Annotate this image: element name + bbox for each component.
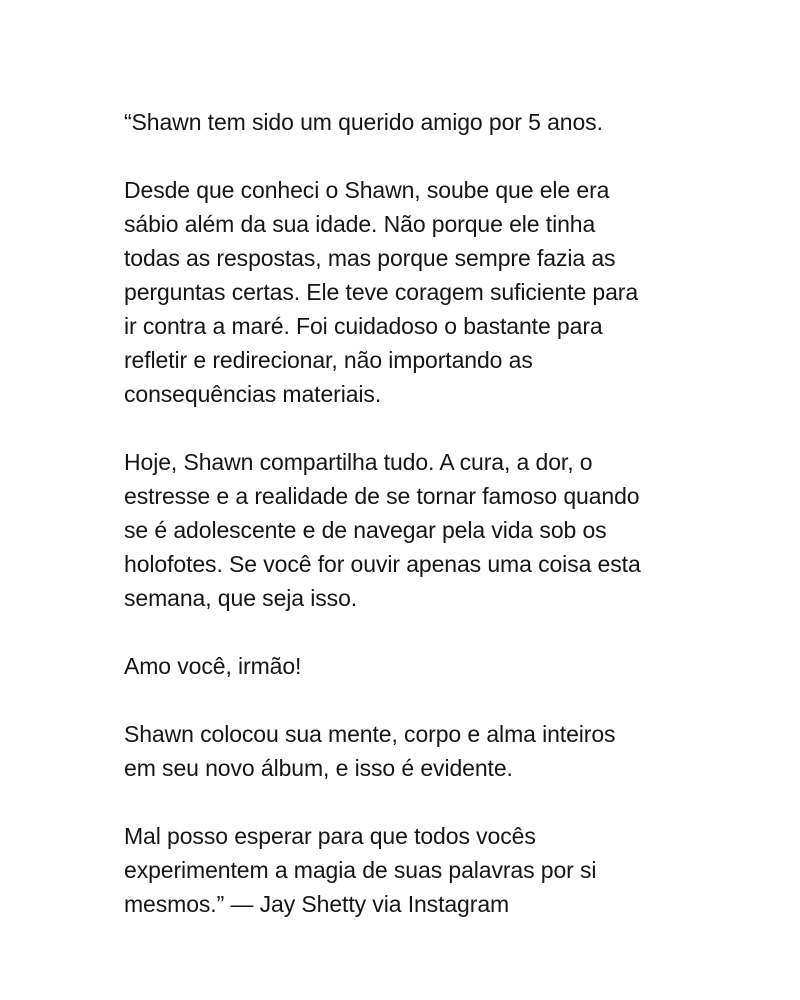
paragraph-intro: “Shawn tem sido um querido amigo por 5 anos.: [124, 109, 603, 135]
paragraph-love: Amo você, irmão!: [124, 653, 302, 679]
paragraph-album: Shawn colocou sua mente, corpo e alma inteiros em seu novo álbum, e isso é evidente.: [124, 721, 616, 781]
paragraph-closing-attribution: Mal posso esperar para que todos vocês experimentem a magia de suas palavras por si mesmos.” — Jay Shetty via Instagram: [124, 823, 597, 917]
paragraph-wisdom: Desde que conheci o Shawn, soube que ele era sábio além da sua idade. Não porque ele tinha todas as respostas, mas porque sempre fazia as perguntas certas. Ele teve coragem suficiente para ir contra a maré. Foi cuidadoso o bastante para refletir e redirecionar, não importando as consequências materiais.: [124, 177, 639, 407]
paragraph-sharing: Hoje, Shawn compartilha tudo. A cura, a dor, o estresse e a realidade de se tornar famoso quando se é adolescente e de navegar pela vida sob os holofotes. Se você for ouvir apenas uma coisa esta semana, que seja isso.: [124, 449, 641, 611]
quote-text-block: [124, 105, 684, 921]
